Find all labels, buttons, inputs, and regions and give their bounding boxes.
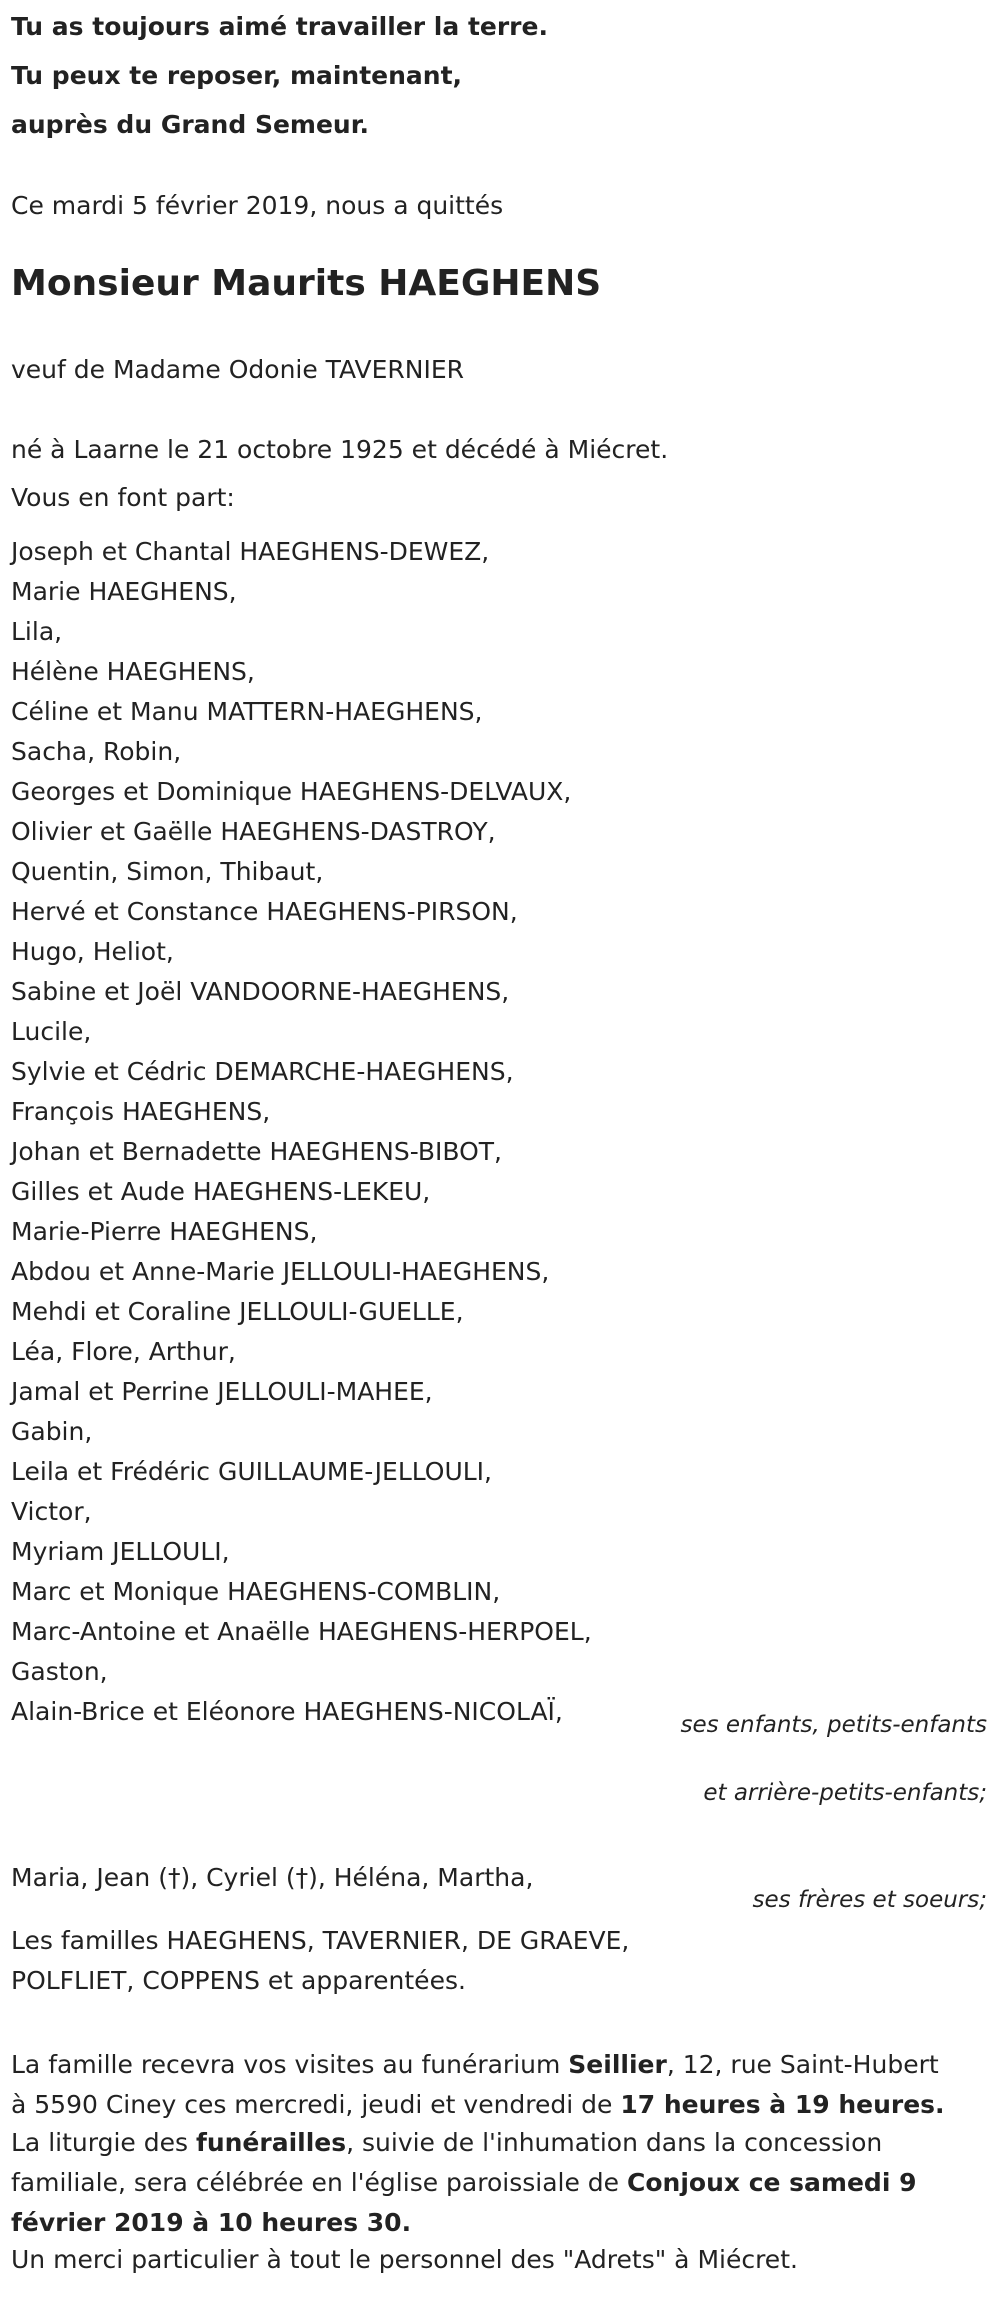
death-announcement: Ce mardi 5 février 2019, nous a quittés	[11, 191, 504, 220]
role-siblings: ses frères et soeurs;	[752, 1887, 987, 1913]
funeral-date-time: Conjoux ce samedi 9 février 2019 à 10 heures 30.	[11, 2168, 917, 2237]
liturgy-paragraph	[11, 2123, 961, 2243]
family-member: Quentin, Simon, Thibaut,	[11, 857, 324, 886]
family-member: Alain-Brice et Eléonore HAEGHENS-NICOLAÏ,	[11, 1697, 563, 1726]
birth-death-info: né à Laarne le 21 octobre 1925 et décédé à Miécret.	[11, 435, 669, 464]
announcers-intro: Vous en font part:	[11, 483, 235, 512]
families-list: Les familles HAEGHENS, TAVERNIER, DE GRAEVE, POLFLIET, COPPENS et apparentées.	[11, 1926, 630, 1995]
family-list	[11, 532, 592, 1732]
family-member: Olivier et Gaëlle HAEGHENS-DASTROY,	[11, 817, 496, 846]
family-member: Sabine et Joël VANDOORNE-HAEGHENS,	[11, 977, 510, 1006]
family-member: Victor,	[11, 1497, 92, 1526]
family-member: Hugo, Heliot,	[11, 937, 174, 966]
family-member: Céline et Manu MATTERN-HAEGHENS,	[11, 697, 483, 726]
epigraph	[11, 2, 548, 149]
deceased-name: Monsieur Maurits HAEGHENS	[11, 263, 602, 304]
family-member: Johan et Bernadette HAEGHENS-BIBOT,	[11, 1137, 502, 1166]
funeral-home-name: Seillier	[568, 2050, 667, 2079]
family-member: Lucile,	[11, 1017, 92, 1046]
family-member: Gilles et Aude HAEGHENS-LEKEU,	[11, 1177, 431, 1206]
liturgy-details: , suivie de l'inhumation dans la concession familiale, sera célébrée en l'église paroissiale de	[11, 2128, 883, 2197]
role-great-grandchildren: et arrière-petits-enfants;	[703, 1780, 987, 1806]
family-member: Abdou et Anne-Marie JELLOULI-HAEGHENS,	[11, 1257, 550, 1286]
thanks-note: Un merci particulier à tout le personnel des "Adrets" à Miécret.	[11, 2245, 798, 2274]
visits-text: La famille recevra vos visites au funérarium	[11, 2050, 569, 2079]
funeral-word: funérailles	[195, 2128, 347, 2157]
family-member: Joseph et Chantal HAEGHENS-DEWEZ,	[11, 537, 490, 566]
family-member: Mehdi et Coraline JELLOULI-GUELLE,	[11, 1297, 464, 1326]
family-member: Myriam JELLOULI,	[11, 1537, 230, 1566]
family-member: Gabin,	[11, 1417, 93, 1446]
family-member: Marie HAEGHENS,	[11, 577, 237, 606]
family-member: François HAEGHENS,	[11, 1097, 271, 1126]
siblings-list: Maria, Jean (†), Cyriel (†), Héléna, Martha,	[11, 1863, 534, 1892]
family-member: Marie-Pierre HAEGHENS,	[11, 1217, 318, 1246]
family-member: Georges et Dominique HAEGHENS-DELVAUX,	[11, 777, 572, 806]
family-member: Jamal et Perrine JELLOULI-MAHEE,	[11, 1377, 433, 1406]
epigraph-line: auprès du Grand Semeur.	[11, 110, 369, 139]
widow-of: veuf de Madame Odonie TAVERNIER	[11, 355, 465, 384]
visits-paragraph	[11, 2045, 961, 2125]
liturgy-text: La liturgie des	[11, 2128, 196, 2157]
visits-address: , 12, rue Saint-Hubert à 5590 Ciney ces mercredi, jeudi et vendredi de	[11, 2050, 939, 2119]
family-member: Marc-Antoine et Anaëlle HAEGHENS-HERPOEL,	[11, 1617, 592, 1646]
family-member: Hervé et Constance HAEGHENS-PIRSON,	[11, 897, 518, 926]
family-member: Hélène HAEGHENS,	[11, 657, 255, 686]
epigraph-line: Tu peux te reposer, maintenant,	[11, 61, 463, 90]
family-member: Sacha, Robin,	[11, 737, 182, 766]
epigraph-line: Tu as toujours aimé travailler la terre.	[11, 12, 548, 41]
family-member: Marc et Monique HAEGHENS-COMBLIN,	[11, 1577, 501, 1606]
family-member: Lila,	[11, 617, 63, 646]
visiting-hours: 17 heures à 19 heures.	[620, 2090, 945, 2119]
family-member: Leila et Frédéric GUILLAUME-JELLOULI,	[11, 1457, 493, 1486]
family-member: Sylvie et Cédric DEMARCHE-HAEGHENS,	[11, 1057, 514, 1086]
family-member: Gaston,	[11, 1657, 108, 1686]
family-member: Léa, Flore, Arthur,	[11, 1337, 236, 1366]
role-children: ses enfants, petits-enfants	[680, 1712, 987, 1738]
